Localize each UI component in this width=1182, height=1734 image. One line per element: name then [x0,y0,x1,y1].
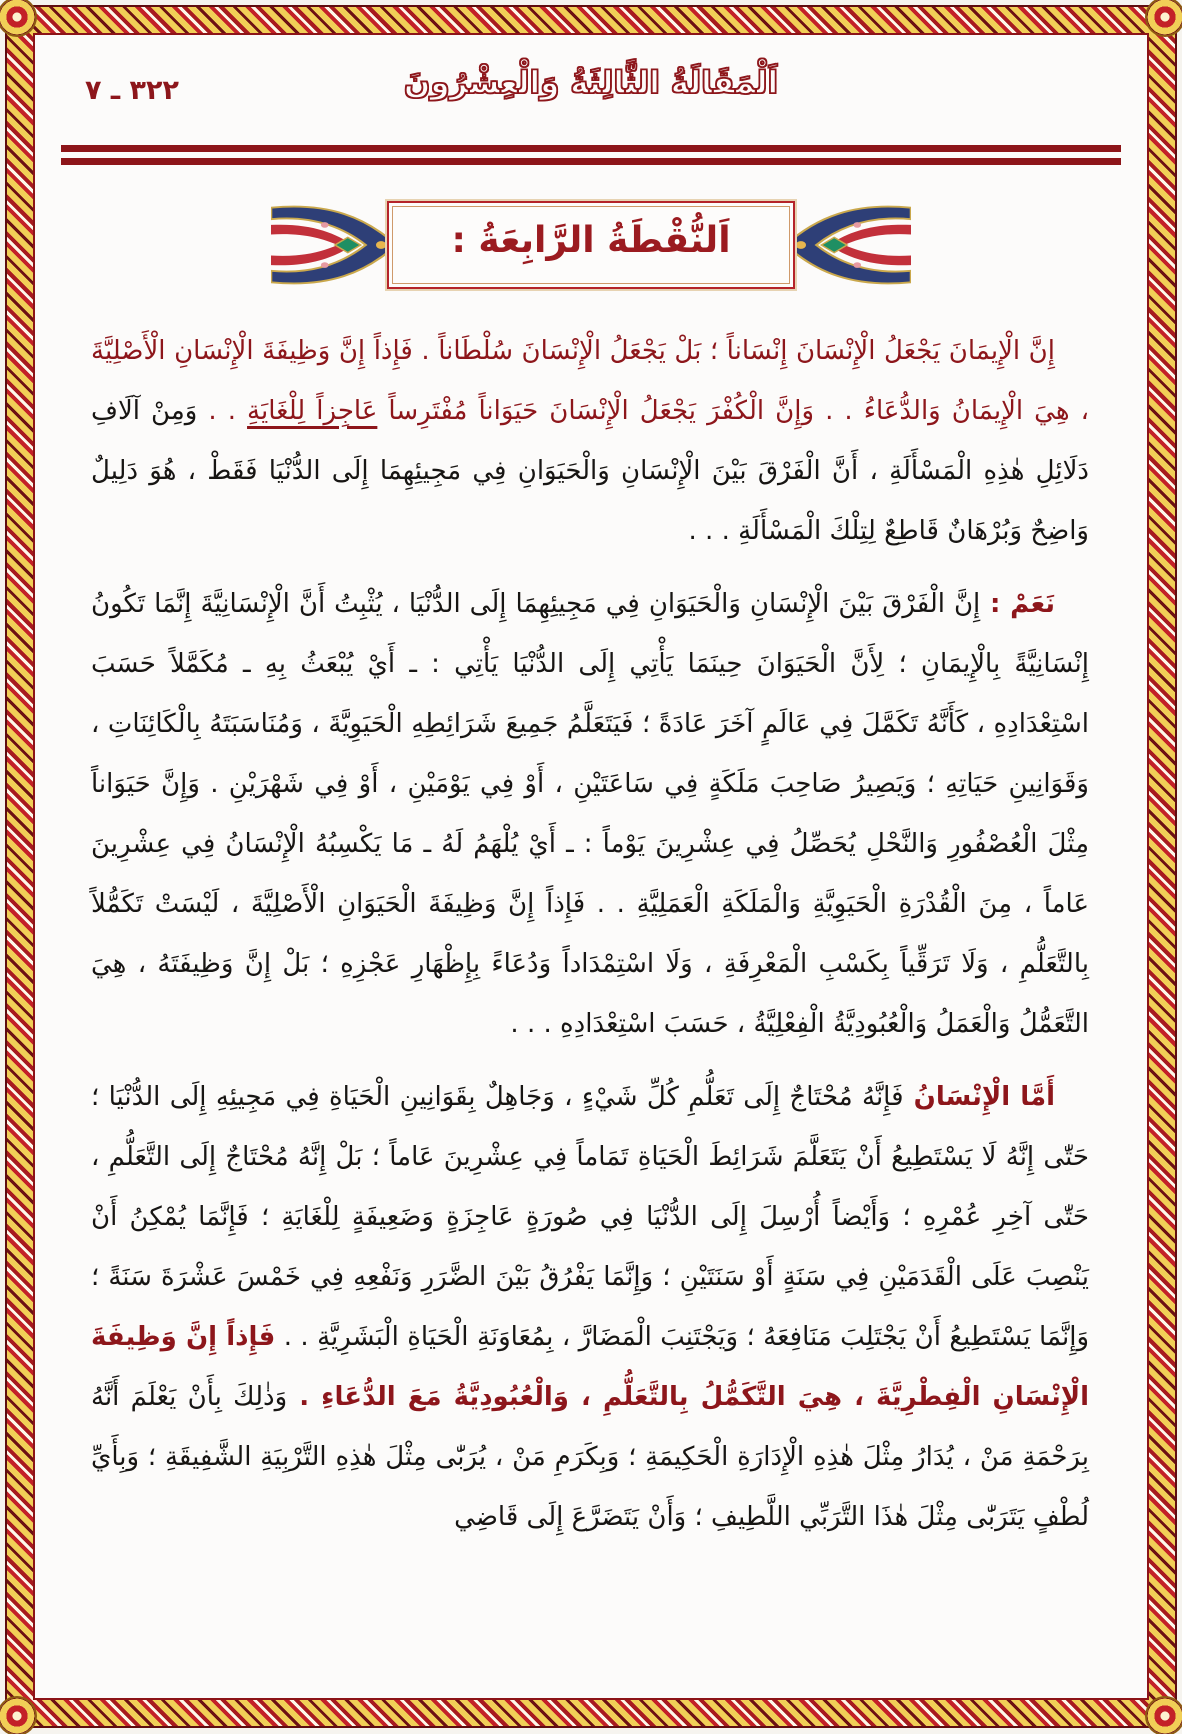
corner-rosette-icon [0,1698,35,1734]
ornamental-border [5,5,1177,1728]
double-rule [61,145,1121,165]
p3-lead-word: أَمَّا الْإِنْسَانُ [904,1082,1055,1112]
p2-lead-word: نَعَمْ : [980,589,1055,619]
corner-rosette-icon [0,0,35,35]
arabesque-ornament-right-icon [783,202,911,288]
p1-red-tail: . . [197,396,247,426]
page-title: اَلْمَقَالَةُ الثَّالِثَةُ وَالْعِشْرُونَ [61,65,1121,101]
section-banner [271,199,911,291]
paragraph-2 [91,574,1089,1054]
paragraph-3 [91,1067,1089,1547]
section-heading-box [387,201,795,289]
p1-red-text: إِنَّ الْإِيمَانَ يَجْعَلُ الْإِنْسَانَ إِنْسَاناً ؛ بَلْ يَجْعَلُ الْإِنْسَانَ سُلْطَاناً . فَإِذاً إِنَّ وَظِيفَةَ الْإِنْسَانِ الْأَصْلِيَّةَ ، هِيَ الْإِيمَانُ وَالدُّعَاءُ . . وَإِنَّ الْكُفْرَ يَجْعَلُ الْإِنْسَانَ حَيَوَاناً مُفْتَرِساً [91,336,1089,426]
section-heading: اَلنُّقْطَةُ الرَّابِعَةُ : [451,223,730,267]
p3-black-text-b: وَذٰلِكَ بِأَنْ يَعْلَمَ أَنَّهُ بِرَحْمَةِ مَنْ ، يُدَارُ مِثْلَ هٰذِهِ الْإِدَارَةِ الْحَكِيمَةِ ؛ وَبِكَرَمِ مَنْ ، يُرَبّٰى مِثْلَ هٰذِهِ التَّرْبِيَةِ الشَّفِيقَةِ ؛ وَبِأَيِّ لُطْفٍ يَتَرَبّٰى مِثْلَ هٰذَا التَّرَبِّي اللَّطِيفِ ؛ وَأَنْ يَتَضَرَّعَ إِلَى قَاضِي [91,1382,1089,1532]
p1-black-text: وَمِنْ آلَافِ دَلَائِلِ هٰذِهِ الْمَسْأَلَةِ ، أَنَّ الْفَرْقَ بَيْنَ الْإِنْسَانِ وَالْحَيَوَانِ فِي مَجِيئِهِمَا إِلَى الدُّنْيَا فَقَطْ ، هُوَ دَلِيلٌ وَاضِحٌ وَبُرْهَانٌ قَاطِعٌ لِتِلْكَ الْمَسْأَلَةِ . . . [91,396,1089,546]
arabesque-ornament-left-icon [271,202,399,288]
page-header [61,65,1121,131]
rule-top [61,145,1121,152]
corner-rosette-icon [1147,0,1182,35]
p1-red-underlined-text: عَاجِزاً لِلْغَايَةِ [247,396,377,426]
p3-black-text-a: فَإِنَّهُ مُحْتَاجٌ إِلَى تَعَلُّمِ كُلِّ شَيْءٍ ، وَجَاهِلٌ بِقَوَانِينِ الْحَيَاةِ فِي مَجِيئِهِ إِلَى الدُّنْيَا ؛ حَتّٰى إِنَّهُ لَا يَسْتَطِيعُ أَنْ يَتَعَلَّمَ شَرَائِطَ الْحَيَاةِ تَمَاماً فِي عِشْرِينَ عَاماً ؛ بَلْ إِنَّهُ مُحْتَاجٌ إِلَى التَّعَلُّمِ ، حَتّٰى آخِرِ عُمْرِهِ ؛ وَأَيْضاً أُرْسِلَ إِلَى الدُّنْيَا فِي صُورَةٍ عَاجِزَةٍ وَضَعِيفَةٍ لِلْغَايَةِ ؛ فَإِنَّمَا يُمْكِنُ أَنْ يَنْصِبَ عَلَى الْقَدَمَيْنِ فِي سَنَةٍ أَوْ سَنَتَيْنِ ؛ وَإِنَّمَا يَفْرُقُ بَيْنَ الضَّرَرِ وَنَفْعِهِ فِي خَمْسَ عَشْرَةَ سَنَةً ؛ وَإِنَّمَا يَسْتَطِيعُ أَنْ يَجْتَلِبَ مَنَافِعَهُ ؛ وَيَجْتَنِبَ الْمَضَارَّ ، بِمُعَاوَنَةِ الْحَيَاةِ الْبَشَرِيَّةِ . . [91,1082,1089,1352]
page-number: ٣٢٢ ـ ٧ [85,75,179,106]
rule-bottom [61,158,1121,165]
p3-red-emphasis: فَإِذاً إِنَّ وَظِيفَةَ الْإِنْسَانِ الْفِطْرِيَّةَ ، هِيَ التَّكَمُّلُ بِالتَّعَلُّمِ ، وَالْعُبُودِيَّةُ مَعَ الدُّعَاءِ . [91,1322,1089,1412]
p2-black-text: إِنَّ الْفَرْقَ بَيْنَ الْإِنْسَانِ وَالْحَيَوَانِ فِي مَجِيئِهِمَا إِلَى الدُّنْيَا ، يُثْبِتُ أَنَّ الْإِنْسَانِيَّةَ إِنَّمَا تَكُونُ إِنْسَانِيَّةً بِالْإِيمَانِ ؛ لِأَنَّ الْحَيَوَانَ حِينَمَا يَأْتِي إِلَى الدُّنْيَا يَأْتِي : ـ أَيْ يُبْعَثُ بِهِ ـ مُكَمَّلاً حَسَبَ اسْتِعْدَادِهِ ، كَأَنَّهُ تَكَمَّلَ فِي عَالَمٍ آخَرَ عَادَةً ؛ فَيَتَعَلَّمُ جَمِيعَ شَرَائِطِهِ الْحَيَوِيَّةَ ، وَمُنَاسَبَتَهُ بِالْكَائِنَاتِ ، وَقَوَانِينِ حَيَاتِهِ ؛ وَيَصِيرُ صَاحِبَ مَلَكَةٍ فِي سَاعَتَيْنِ ، أَوْ فِي يَوْمَيْنِ ، أَوْ فِي شَهْرَيْنِ . وَإِنَّ حَيَوَاناً مِثْلَ الْعُصْفُورِ وَالنَّحْلِ يُحَصِّلُ فِي عِشْرِينَ يَوْماً : ـ أَيْ يُلْهَمُ لَهُ ـ مَا يَكْسِبُهُ الْإِنْسَانُ فِي عِشْرِينَ عَاماً ، مِنَ الْقُدْرَةِ الْحَيَوِيَّةِ وَالْمَلَكَةِ الْعَمَلِيَّةِ . . فَإِذاً إِنَّ وَظِيفَةَ الْحَيَوَانِ الْأَصْلِيَّةَ ، لَيْسَتْ تَكَمُّلاً بِالتَّعَلُّمِ ، وَلَا تَرَقِّياً بِكَسْبِ الْمَعْرِفَةِ ، وَلَا اسْتِمْدَاداً وَدُعَاءً بِإِظْهَارِ عَجْزِهِ ؛ بَلْ إِنَّ وَظِيفَتَهُ ، هِيَ التَّعَمُّلُ وَالْعَمَلُ وَالْعُبُودِيَّةُ الْفِعْلِيَّةُ ، حَسَبَ اسْتِعْدَادِهِ . . . [91,589,1089,1039]
corner-rosette-icon [1147,1698,1182,1734]
page-sheet [33,33,1149,1700]
body-text [91,321,1089,1547]
paragraph-1 [91,321,1089,561]
